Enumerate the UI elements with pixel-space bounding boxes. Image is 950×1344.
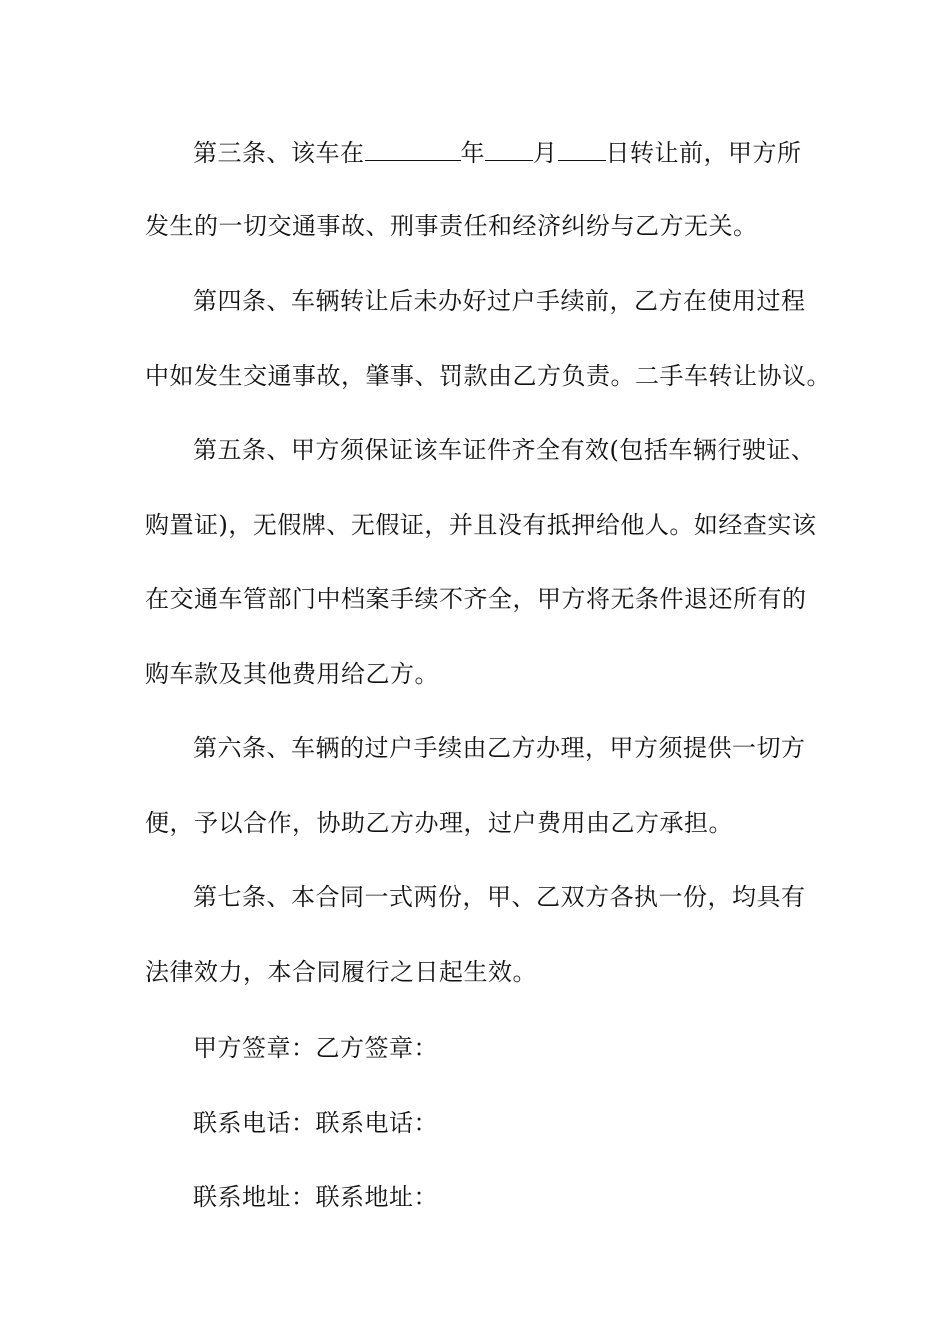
article-3-line-2: 发生的一切交通事故、刑事责任和经济纠纷与乙方无关。 (145, 212, 758, 240)
article-6-line-1: 第六条、车辆的过户手续由乙方办理，甲方须提供一切方 (193, 734, 806, 762)
article-5-line-2: 购置证)，无假牌、无假证，并且没有抵押给他人。如经查实该 (145, 511, 817, 539)
month-blank (485, 138, 533, 161)
year-blank (365, 138, 461, 161)
phone-line: 联系电话：联系电话： (193, 1109, 438, 1137)
year-label: 年 (460, 139, 485, 167)
article-7-line-1: 第七条、本合同一式两份，甲、乙双方各执一份，均具有 (193, 883, 806, 911)
article-4-line-1: 第四条、车辆转让后未办好过户手续前，乙方在使用过程 (193, 287, 806, 315)
article-7-line-2: 法律效力，本合同履行之日起生效。 (145, 958, 537, 986)
address-line: 联系地址：联系地址： (193, 1183, 438, 1211)
article-3-prefix: 第三条、该车在 (193, 139, 365, 167)
article-5-line-3: 在交通车管部门中档案手续不齐全，甲方将无条件退还所有的 (145, 585, 807, 613)
article-3-line-1 (193, 135, 873, 171)
article-5-line-4: 购车款及其他费用给乙方。 (145, 660, 439, 688)
article-4-line-2: 中如发生交通事故，肇事、罚款由乙方负责。二手车转让协议。 (145, 362, 831, 390)
seal-line: 甲方签章：乙方签章： (193, 1034, 438, 1062)
month-label: 月 (533, 139, 558, 167)
article-5-line-1: 第五条、甲方须保证该车证件齐全有效(包括车辆行驶证、 (193, 436, 816, 464)
article-6-line-2: 便，予以合作，协助乙方办理，过户费用由乙方承担。 (145, 809, 733, 837)
article-3-suffix: 日转让前，甲方所 (605, 139, 802, 167)
day-blank (558, 138, 606, 161)
